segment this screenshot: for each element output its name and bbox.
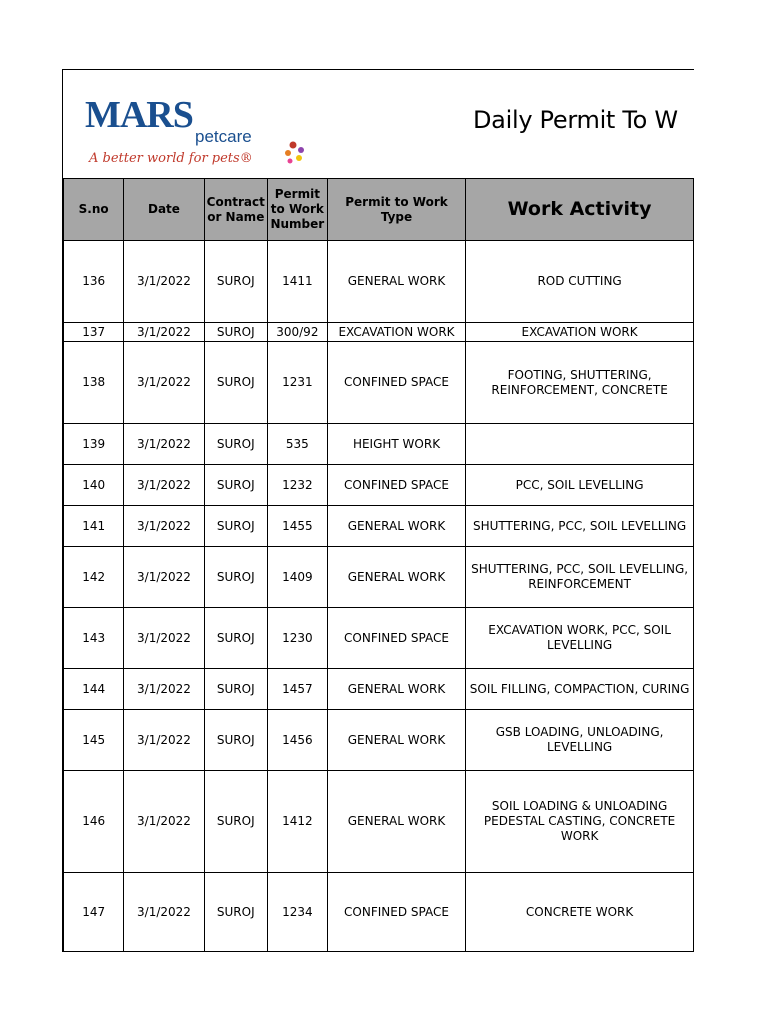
cell-permit-type: CONFINED SPACE [327, 608, 465, 669]
cell-date: 3/1/2022 [124, 424, 204, 465]
cell-work-activity: GSB LOADING, UNLOADING, LEVELLING [466, 710, 694, 771]
cell-sno: 147 [64, 873, 124, 953]
cell-permit-type: CONFINED SPACE [327, 465, 465, 506]
cell-permit-type: CONFINED SPACE [327, 873, 465, 953]
cell-permit-number: 1411 [267, 241, 327, 323]
table-row [64, 465, 694, 506]
cell-permit-type: GENERAL WORK [327, 669, 465, 710]
table-row [64, 608, 694, 669]
cell-contractor-name: SUROJ [204, 547, 267, 608]
cell-work-activity: ROD CUTTING [466, 241, 694, 323]
cell-contractor-name: SUROJ [204, 465, 267, 506]
cell-permit-type: CONFINED SPACE [327, 342, 465, 424]
cell-date: 3/1/2022 [124, 342, 204, 424]
cell-permit-number: 1412 [267, 771, 327, 873]
col-permit-type: Permit to Work Type [327, 179, 465, 241]
permit-sheet [62, 69, 694, 952]
cell-work-activity: PCC, SOIL LEVELLING [466, 465, 694, 506]
cell-date: 3/1/2022 [124, 710, 204, 771]
table-row [64, 547, 694, 608]
cell-contractor-name: SUROJ [204, 424, 267, 465]
svg-text:MARS: MARS [85, 95, 193, 136]
cell-permit-type: GENERAL WORK [327, 710, 465, 771]
cell-date: 3/1/2022 [124, 241, 204, 323]
cell-sno: 145 [64, 710, 124, 771]
cell-sno: 144 [64, 669, 124, 710]
col-date: Date [124, 179, 204, 241]
cell-contractor-name: SUROJ [204, 342, 267, 424]
table-row [64, 323, 694, 342]
col-permit-number: Permit to Work Number [267, 179, 327, 241]
cell-work-activity: EXCAVATION WORK, PCC, SOIL LEVELLING [466, 608, 694, 669]
cell-contractor-name: SUROJ [204, 710, 267, 771]
cell-date: 3/1/2022 [124, 506, 204, 547]
cell-sno: 142 [64, 547, 124, 608]
cell-permit-type: GENERAL WORK [327, 547, 465, 608]
table-row [64, 342, 694, 424]
cell-contractor-name: SUROJ [204, 873, 267, 953]
cell-sno: 146 [64, 771, 124, 873]
cell-permit-type: EXCAVATION WORK [327, 323, 465, 342]
cell-sno: 138 [64, 342, 124, 424]
document-title: Daily Permit To W [473, 106, 678, 134]
cell-contractor-name: SUROJ [204, 241, 267, 323]
cell-date: 3/1/2022 [124, 465, 204, 506]
cell-permit-type: GENERAL WORK [327, 771, 465, 873]
table-header-row [64, 179, 694, 241]
col-sno: S.no [64, 179, 124, 241]
cell-permit-number: 300/92 [267, 323, 327, 342]
cell-permit-number: 1456 [267, 710, 327, 771]
cell-sno: 141 [64, 506, 124, 547]
cell-work-activity [466, 424, 694, 465]
cell-contractor-name: SUROJ [204, 771, 267, 873]
cell-permit-number: 1231 [267, 342, 327, 424]
cell-contractor-name: SUROJ [204, 608, 267, 669]
cell-permit-type: GENERAL WORK [327, 506, 465, 547]
sheet-header [63, 70, 694, 179]
cell-work-activity: SOIL FILLING, COMPACTION, CURING [466, 669, 694, 710]
table-row [64, 424, 694, 465]
cell-date: 3/1/2022 [124, 547, 204, 608]
mars-petcare-logo [85, 95, 305, 170]
cell-date: 3/1/2022 [124, 669, 204, 710]
cell-work-activity: EXCAVATION WORK [466, 323, 694, 342]
cell-date: 3/1/2022 [124, 608, 204, 669]
svg-text:A better world for pets®: A better world for pets® [89, 151, 253, 166]
cell-permit-type: GENERAL WORK [327, 241, 465, 323]
cell-sno: 143 [64, 608, 124, 669]
cell-work-activity: SHUTTERING, PCC, SOIL LEVELLING [466, 506, 694, 547]
cell-contractor-name: SUROJ [204, 669, 267, 710]
permit-table [63, 178, 694, 952]
cell-permit-number: 1457 [267, 669, 327, 710]
cell-permit-type: HEIGHT WORK [327, 424, 465, 465]
cell-date: 3/1/2022 [124, 323, 204, 342]
cell-work-activity: SHUTTERING, PCC, SOIL LEVELLING, REINFORCEMENT [466, 547, 694, 608]
col-work-activity: Work Activity [466, 179, 694, 241]
table-row [64, 669, 694, 710]
cell-sno: 139 [64, 424, 124, 465]
cell-permit-number: 1232 [267, 465, 327, 506]
table-row [64, 506, 694, 547]
cell-work-activity: CONCRETE WORK [466, 873, 694, 953]
col-contractor-name: Contract or Name [204, 179, 267, 241]
table-row [64, 873, 694, 953]
cell-permit-number: 535 [267, 424, 327, 465]
cell-permit-number: 1230 [267, 608, 327, 669]
svg-text:petcare: petcare [195, 127, 252, 146]
table-row [64, 241, 694, 323]
cell-date: 3/1/2022 [124, 771, 204, 873]
table-row [64, 710, 694, 771]
cell-sno: 136 [64, 241, 124, 323]
cell-work-activity: FOOTING, SHUTTERING, REINFORCEMENT, CONCRETE [466, 342, 694, 424]
cell-sno: 137 [64, 323, 124, 342]
cell-date: 3/1/2022 [124, 873, 204, 953]
cell-contractor-name: SUROJ [204, 506, 267, 547]
cell-permit-number: 1455 [267, 506, 327, 547]
cell-contractor-name: SUROJ [204, 323, 267, 342]
cell-work-activity: SOIL LOADING & UNLOADING PEDESTAL CASTING, CONCRETE WORK [466, 771, 694, 873]
cell-sno: 140 [64, 465, 124, 506]
table-row [64, 771, 694, 873]
cell-permit-number: 1234 [267, 873, 327, 953]
cell-permit-number: 1409 [267, 547, 327, 608]
